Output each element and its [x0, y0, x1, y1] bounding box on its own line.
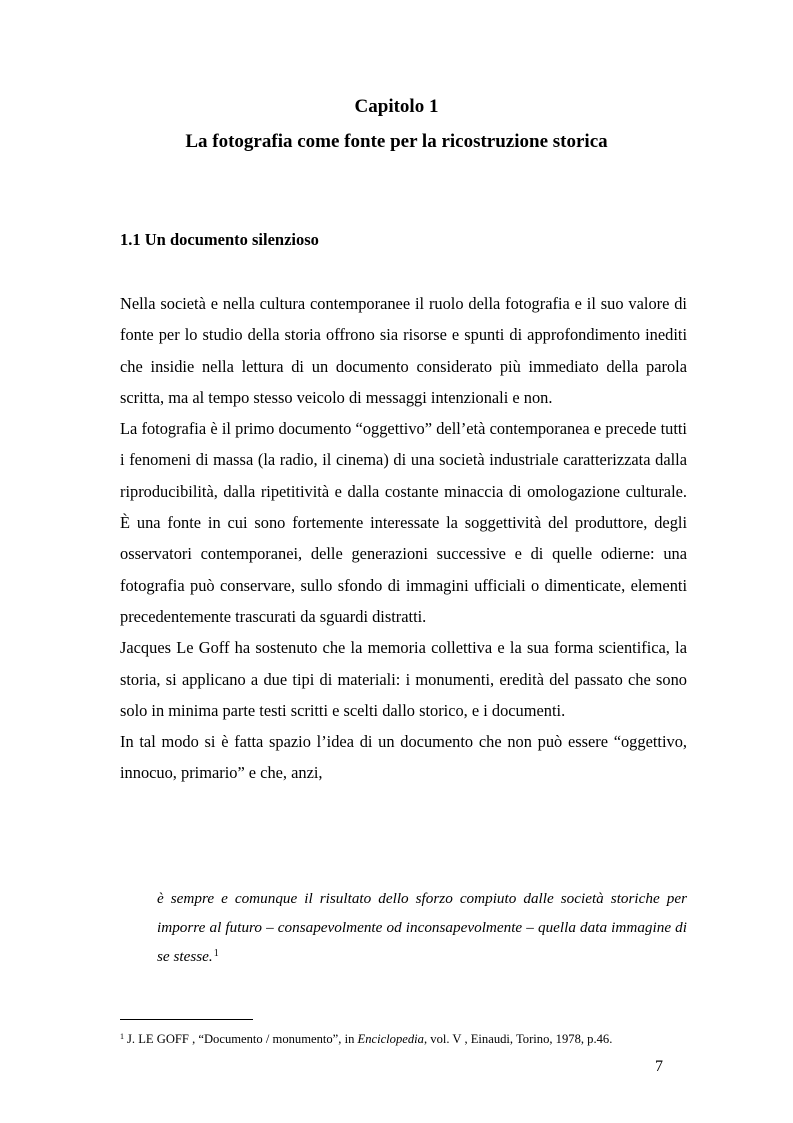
- paragraph: In tal modo si è fatta spazio l’idea di un documento che non può essere “oggettivo, innocuo, primario” e che, anzi,: [120, 732, 687, 783]
- paragraph: La fotografia è il primo documento “oggettivo” dell’età contemporanea e precede tutti i fenomeni di massa (la radio, il cinema) di una società industriale caratterizzata dalla riproducibilità, dalla ripetitività e dalla costante minaccia di omologazione culturale. È una fonte in cui sono fortemente interessate la soggettività del produttore, degli osservatori contemporanei, delle generazioni successive e di quelle odierne: una fotografia può conservare, sullo sfondo di immagini ufficiali o dimenticate, elementi precedentemente trascurati da sguardi distratti.: [120, 419, 687, 626]
- footnote-separator: [120, 1019, 253, 1020]
- footnote-text-after: , vol. V , Einaudi, Torino, 1978, p.46.: [423, 1032, 613, 1046]
- footnote: [120, 1031, 690, 1047]
- quote-text: è sempre e comunque il risultato dello sforzo compiuto dalle società storiche per imporre al futuro – consapevolmente od inconsapevolmente – quella data immagine di se stesse.: [157, 890, 687, 965]
- page-number: 7: [655, 1058, 663, 1075]
- block-quote: [157, 884, 687, 971]
- chapter-number: Capitolo 1: [354, 96, 439, 117]
- body-text: [120, 288, 687, 789]
- paragraph: Jacques Le Goff ha sostenuto che la memoria collettiva e la sua forma scientifica, la storia, si applicano a due tipi di materiali: i monumenti, eredità del passato che sono solo in minima parte testi scritti e scelti dallo storico, e i documenti.: [120, 638, 687, 720]
- chapter-title: La fotografia come fonte per la ricostruzione storica: [185, 131, 608, 152]
- footnote-text-before: J. LE GOFF , “Documento / monumento”, in: [127, 1032, 358, 1046]
- footnote-reference[interactable]: 1: [213, 948, 219, 959]
- section-heading: 1.1 Un documento silenzioso: [120, 230, 319, 249]
- footnote-marker: 1: [120, 1032, 124, 1041]
- paragraph: Nella società e nella cultura contemporanee il ruolo della fotografia e il suo valore di fonte per lo studio della storia offrono sia risorse e spunti di approfondimento inediti che insidie nella lettura di un documento considerato più immediato della parola scritta, ma al tempo stesso veicolo di messaggi intenzionali e non.: [120, 294, 687, 407]
- quote-paragraph: [157, 884, 687, 971]
- footnote-work-title: Enciclopedia: [357, 1032, 424, 1046]
